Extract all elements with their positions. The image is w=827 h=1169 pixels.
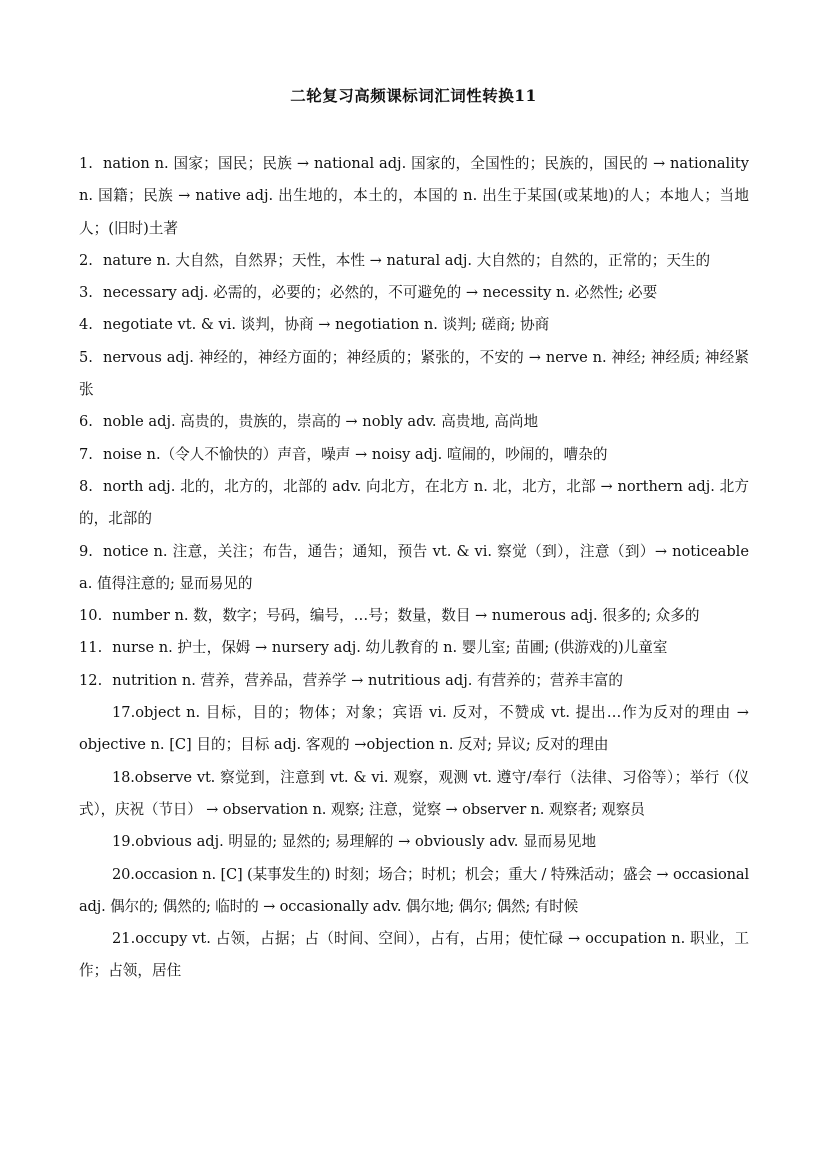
item-number: 11. xyxy=(79,639,103,657)
list-item xyxy=(79,245,749,277)
item-number: 12. xyxy=(79,671,103,689)
item-text: nervous adj. 神经的，神经方面的；神经质的；紧张的，不安的 → nerve n. 神经; 神经质; 神经紧张 xyxy=(79,348,749,399)
item-number: 1. xyxy=(79,155,93,172)
item-number: 5. xyxy=(79,348,93,366)
list-item xyxy=(79,665,749,697)
list-item: 17.object n. 目标，目的；物体；对象；宾语 vi. 反对，不赞成 vt. 提出…作为反对的理由 → objective n. [C] 目的；目标 adj. 客观的 →objection n. 反对; 异议; 反对的理由 xyxy=(79,704,749,754)
item-number: 4. xyxy=(79,316,93,334)
list-item xyxy=(79,471,749,536)
item-text: nature n. 大自然，自然界；天性，本性 → natural adj. 大自然的；自然的，正常的；天生的 xyxy=(102,251,711,269)
item-text: noble adj. 高贵的，贵族的，崇高的 → nobly adv. 高贵地, 高尚地 xyxy=(102,413,539,431)
list-item: 21.occupy vt. 占领，占据；占（时间、空间），占有，占用；使忙碌 → occupation n. 职业，工作；占领，居住 xyxy=(79,930,749,980)
item-number: 7. xyxy=(79,445,93,463)
item-number: 6. xyxy=(79,413,93,431)
list-item: 20.occasion n. [C] (某事发生的) 时刻；场合；时机；机会；重大 / 特殊活动；盛会 → occasional adj. 偶尔的; 偶然的; 临时的 → occasionally adv. 偶尔地; 偶尔; 偶然; 有时候 xyxy=(79,865,750,915)
list-item xyxy=(79,632,749,664)
item-text: number n. 数，数字；号码，编号，…号；数量，数目 → numerous adj. 很多的; 众多的 xyxy=(112,607,700,625)
item-number: 3. xyxy=(79,284,93,302)
page-title: 二轮复习高频课标词汇词性转换11 xyxy=(290,86,537,105)
item-text: nation n. 国家；国民；民族 → national adj. 国家的，全国性的；民族的，国民的 → nationality n. 国籍；民族 → native adj. 出生地的，本土的，本国的 n. 出生于某国(或某地)的人；本地人；当地人；(旧时)土著 xyxy=(79,155,749,237)
list-item xyxy=(79,600,749,632)
item-number: 2. xyxy=(79,251,93,269)
item-text: nurse n. 护士，保姆 → nursery adj. 幼儿教育的 n. 婴儿室; 苗圃; (供游戏的)儿童室 xyxy=(112,639,668,657)
item-text: negotiate vt. & vi. 谈判，协商 → negotiation n. 谈判; 磋商; 协商 xyxy=(102,316,550,334)
item-text: necessary adj. 必需的，必要的；必然的，不可避免的 → necessity n. 必然性; 必要 xyxy=(102,284,658,302)
list-item xyxy=(79,406,749,438)
item-text: noise n.（令人不愉快的）声音，噪声 → noisy adj. 喧闹的，吵闹的，嘈杂的 xyxy=(102,445,608,463)
item-number: 8. xyxy=(79,477,93,495)
vocabulary-list xyxy=(79,148,749,988)
item-number: 10. xyxy=(79,607,103,625)
list-item xyxy=(79,277,749,309)
item-number: 9. xyxy=(79,542,93,560)
item-text: north adj. 北的，北方的，北部的 adv. 向北方，在北方 n. 北，北方，北部 → northern adj. 北方的，北部的 xyxy=(79,477,749,528)
list-item xyxy=(79,309,749,341)
list-item xyxy=(79,536,749,601)
list-item: 18.observe vt. 察觉到，注意到 vt. & vi. 观察，观测 vt. 遵守/奉行（法律、习俗等）；举行（仪式），庆祝（节日） → observation n. 观察; 注意，觉察 → observer n. 观察者; 观察员 xyxy=(79,768,749,818)
item-text: nutrition n. 营养，营养品，营养学 → nutritious adj. 有营养的；营养丰富的 xyxy=(112,671,623,689)
list-item xyxy=(79,439,749,471)
list-item xyxy=(79,342,749,407)
list-item: 19.obvious adj. 明显的; 显然的; 易理解的 → obviously adv. 显而易见地 xyxy=(112,833,597,851)
item-text: notice n. 注意，关注；布告，通告；通知，预告 vt. & vi. 察觉（到），注意（到）→ noticeable a. 值得注意的; 显而易见的 xyxy=(79,542,749,592)
list-item xyxy=(79,148,749,245)
